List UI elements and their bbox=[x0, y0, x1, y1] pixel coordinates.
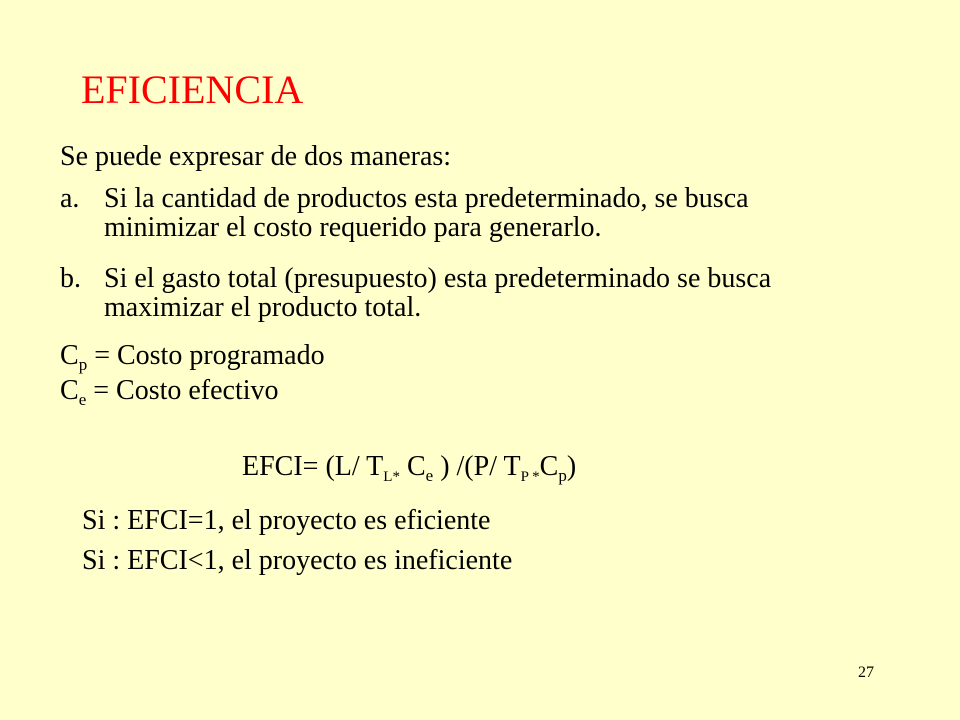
intro-text: Se puede expresar de dos maneras: bbox=[60, 141, 452, 172]
list-item-line: maximizar el producto total. bbox=[104, 292, 422, 323]
formula-part: C bbox=[539, 451, 559, 482]
slide-title: EFICIENCIA bbox=[81, 67, 304, 112]
list-item-body bbox=[104, 184, 904, 242]
formula-subscript: e bbox=[425, 466, 434, 485]
formula-subscript: p bbox=[558, 466, 567, 485]
formula-part: ) /(P/ T bbox=[433, 451, 521, 482]
list-item-line: Si la cantidad de productos esta predeterminado, se busca bbox=[104, 183, 749, 214]
condition-inefficient: Si : EFCI<1, el proyecto es ineficiente bbox=[82, 545, 513, 576]
formula-part: EFCI= (L/ T bbox=[242, 451, 384, 482]
formula-part: ) bbox=[566, 451, 577, 482]
formula-subscript: P * bbox=[520, 469, 540, 485]
list-marker: a. bbox=[60, 183, 80, 214]
list-item-body bbox=[104, 264, 904, 322]
definition-symbol: C bbox=[60, 340, 79, 371]
definition-symbol: C bbox=[60, 375, 79, 406]
definition-subscript: p bbox=[78, 355, 88, 374]
condition-efficient: Si : EFCI=1, el proyecto es eficiente bbox=[82, 505, 491, 536]
formula-part: C bbox=[399, 451, 426, 482]
definition-cost-programmed bbox=[60, 340, 325, 372]
list-item-line: Si el gasto total (presupuesto) esta predeterminado se busca bbox=[104, 263, 772, 294]
definition-subscript: e bbox=[78, 390, 87, 409]
page-number: 27 bbox=[858, 664, 874, 681]
definition-text: = Costo programado bbox=[87, 340, 325, 371]
definition-cost-effective bbox=[60, 375, 279, 407]
formula-subscript: L* bbox=[383, 469, 400, 485]
list-item-line: minimizar el costo requerido para generarlo. bbox=[104, 212, 602, 243]
list-marker: b. bbox=[60, 263, 81, 294]
efficiency-formula bbox=[242, 451, 576, 483]
definition-text: = Costo efectivo bbox=[86, 375, 279, 406]
